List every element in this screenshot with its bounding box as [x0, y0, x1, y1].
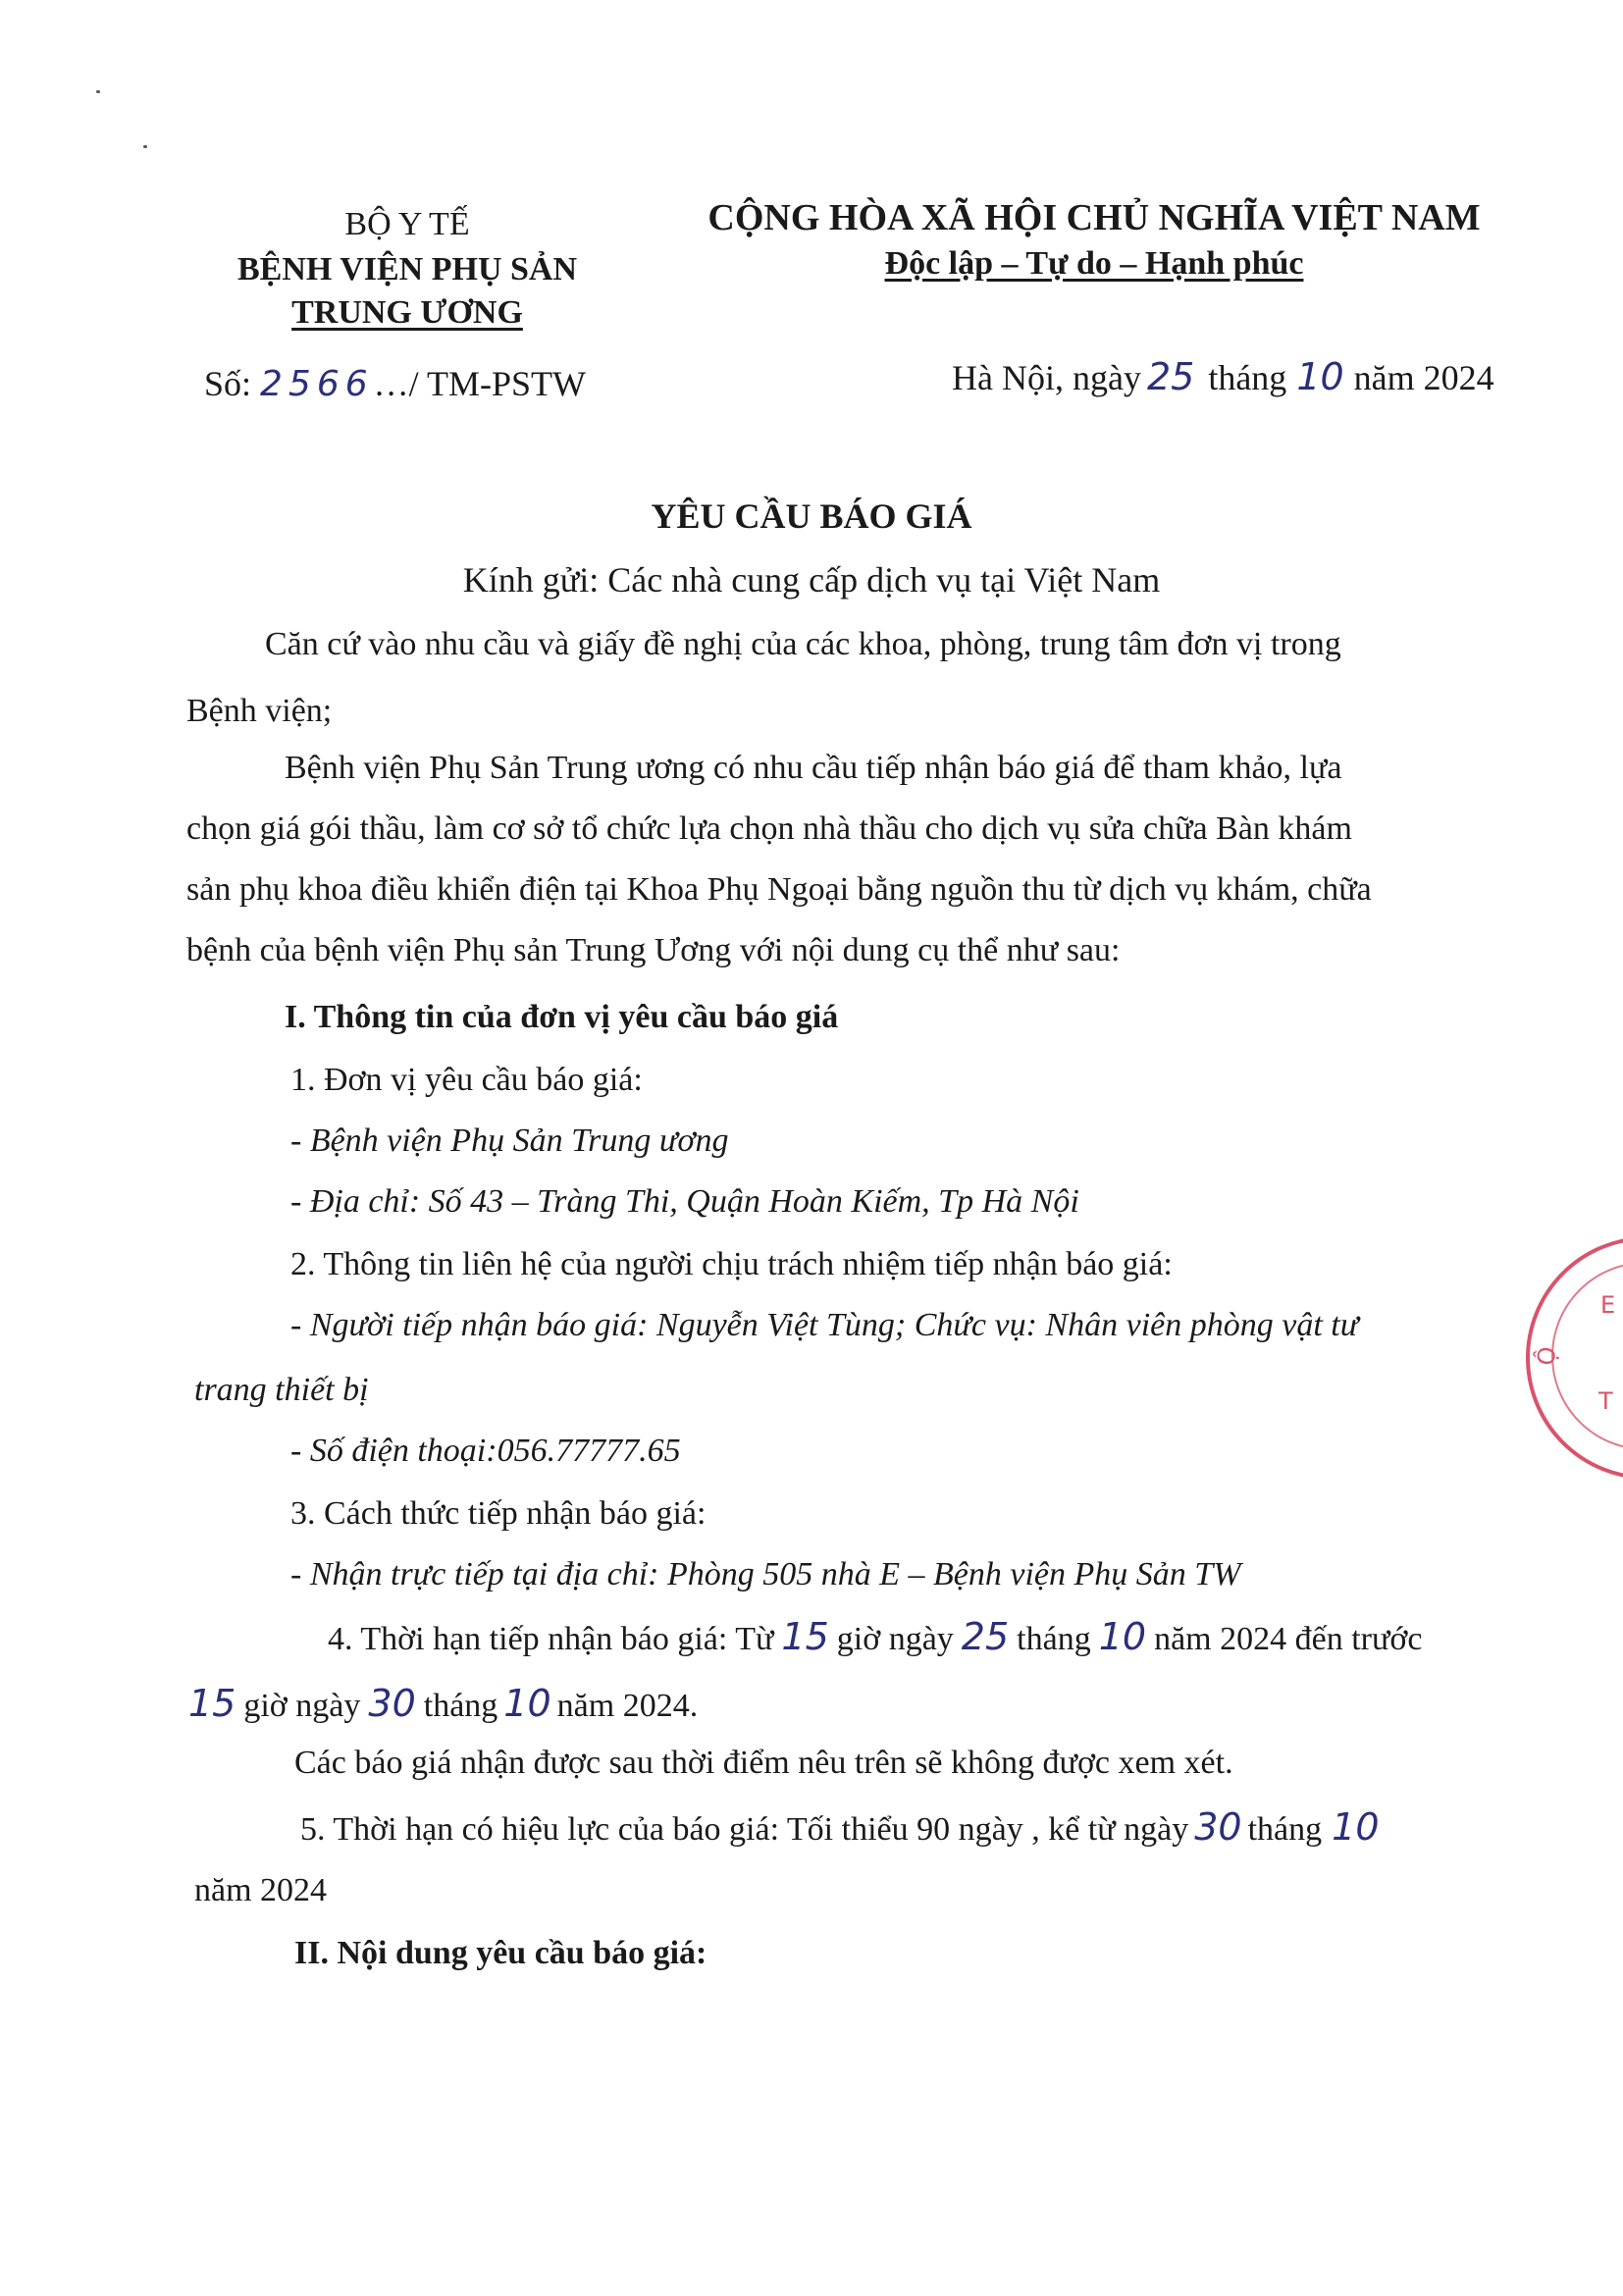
section1-item5-line1: [300, 1805, 1380, 1849]
item4-text-from: 4. Thời hạn tiếp nhận báo giá: Từ: [328, 1621, 774, 1657]
recipient-line: Kính gửi: Các nhà cung cấp dịch vụ tại Việt Nam: [462, 560, 1161, 600]
section1-item4-line2: [188, 1682, 698, 1725]
motto: Độc lập – Tự do – Hạnh phúc: [884, 245, 1304, 282]
document-number: [204, 363, 586, 404]
item4-day-from: 25: [961, 1615, 1010, 1658]
date-prefix: Hà Nội, ngày: [952, 358, 1141, 397]
number-handwritten: 2566: [260, 364, 374, 404]
section1-item3-method: - Nhận trực tiếp tại địa chỉ: Phòng 505 nhà E – Bệnh viện Phụ Sản TW: [290, 1556, 1241, 1592]
section1-item1-address: - Địa chỉ: Số 43 – Tràng Thi, Quận Hoàn Kiếm, Tp Hà Nội: [290, 1183, 1079, 1220]
date-month-label: tháng: [1208, 358, 1287, 397]
section1-item2-contact-line2: trang thiết bị: [194, 1372, 369, 1408]
intro-p2-line3: sản phụ khoa điều khiển điện tại Khoa Phụ Ngoại bằng nguồn thu từ dịch vụ khám, chữa: [186, 871, 1372, 908]
section1-item3: 3. Cách thức tiếp nhận báo giá:: [290, 1495, 707, 1532]
item4-hour-from: 15: [781, 1615, 829, 1658]
item4-day-to: 30: [368, 1682, 416, 1725]
number-suffix: …/ TM-PSTW: [373, 364, 587, 403]
hospital-name-line1: BỆNH VIỆN PHỤ SẢN: [236, 251, 578, 287]
item4-month-from: 10: [1098, 1615, 1147, 1658]
item4-text-day: giờ ngày: [836, 1621, 954, 1657]
item4-text-month: tháng: [1017, 1621, 1091, 1657]
scan-speck: [143, 145, 147, 148]
intro-p2-line4: bệnh của bệnh viện Phụ sản Trung Ương với nội dung cụ thể như sau:: [186, 932, 1121, 968]
item5-day: 30: [1194, 1805, 1242, 1849]
date-day: 25: [1146, 355, 1195, 398]
date-month: 10: [1296, 355, 1344, 398]
late-quotation-note: Các báo giá nhận được sau thời điểm nêu trên sẽ không được xem xét.: [294, 1745, 1233, 1781]
stamp-letter: E: [1600, 1291, 1616, 1319]
section1-item4-line1: [328, 1615, 1422, 1658]
intro-p1-line1: Căn cứ vào nhu cầu và giấy đề nghị của các khoa, phòng, trung tâm đơn vị trong: [265, 626, 1341, 662]
section1-item2-contact-line1: - Người tiếp nhận báo giá: Nguyễn Việt Tùng; Chức vụ: Nhân viên phòng vật tư: [290, 1307, 1359, 1343]
stamp-inner-ring: [1551, 1262, 1623, 1450]
ministry-name: BỘ Y TẾ: [344, 206, 470, 242]
section1-item2: 2. Thông tin liên hệ của người chịu trách nhiệm tiếp nhận báo giá:: [290, 1246, 1173, 1282]
item5-text-month: tháng: [1247, 1811, 1323, 1848]
hospital-name-line2: TRUNG ƯƠNG: [291, 294, 523, 331]
official-stamp: [1526, 1236, 1623, 1480]
number-label: Số:: [204, 364, 252, 403]
item5-month: 10: [1332, 1805, 1380, 1849]
section1-item1-hospital: - Bệnh viện Phụ Sản Trung ương: [290, 1122, 729, 1159]
scan-speck: [96, 90, 100, 93]
section1-heading: I. Thông tin của đơn vị yêu cầu báo giá: [285, 999, 839, 1035]
item4-text-month-to: tháng: [423, 1688, 498, 1724]
date-year: năm 2024: [1353, 358, 1494, 397]
document-title: YÊU CẦU BÁO GIÁ: [651, 496, 972, 536]
stamp-letter: T: [1598, 1387, 1613, 1415]
item4-hour-to: 15: [188, 1682, 236, 1725]
intro-p2-line2: chọn giá gói thầu, làm cơ sở tổ chức lựa chọn nhà thầu cho dịch vụ sửa chữa Bàn khám: [186, 810, 1352, 847]
issue-date: [952, 355, 1494, 398]
section1-item2-phone: - Số điện thoại:056.77777.65: [290, 1433, 681, 1469]
intro-p1-line2: Bệnh viện;: [186, 693, 333, 729]
motto-wrap: [667, 245, 1521, 283]
hospital-name-line2-wrap: [196, 294, 618, 332]
item4-text-day-to: giờ ngày: [243, 1688, 361, 1724]
intro-p2-line1: Bệnh viện Phụ Sản Trung ương có nhu cầu tiếp nhận báo giá để tham khảo, lựa: [285, 750, 1342, 786]
section1-item5-line2: năm 2024: [194, 1872, 328, 1908]
stamp-letter: Ộ: [1532, 1344, 1562, 1368]
republic-title: CỘNG HÒA XÃ HỘI CHỦ NGHĨA VIỆT NAM: [707, 197, 1481, 238]
item4-month-to: 10: [503, 1682, 551, 1725]
section2-heading: II. Nội dung yêu cầu báo giá:: [294, 1935, 707, 1971]
item4-text-year-to: năm 2024.: [556, 1688, 699, 1724]
item4-text-year-until: năm 2024 đến trước: [1154, 1621, 1423, 1657]
section1-item1: 1. Đơn vị yêu cầu báo giá:: [290, 1062, 643, 1098]
item5-text: 5. Thời hạn có hiệu lực của báo giá: Tối thiểu 90 ngày , kể từ ngày: [300, 1811, 1189, 1848]
